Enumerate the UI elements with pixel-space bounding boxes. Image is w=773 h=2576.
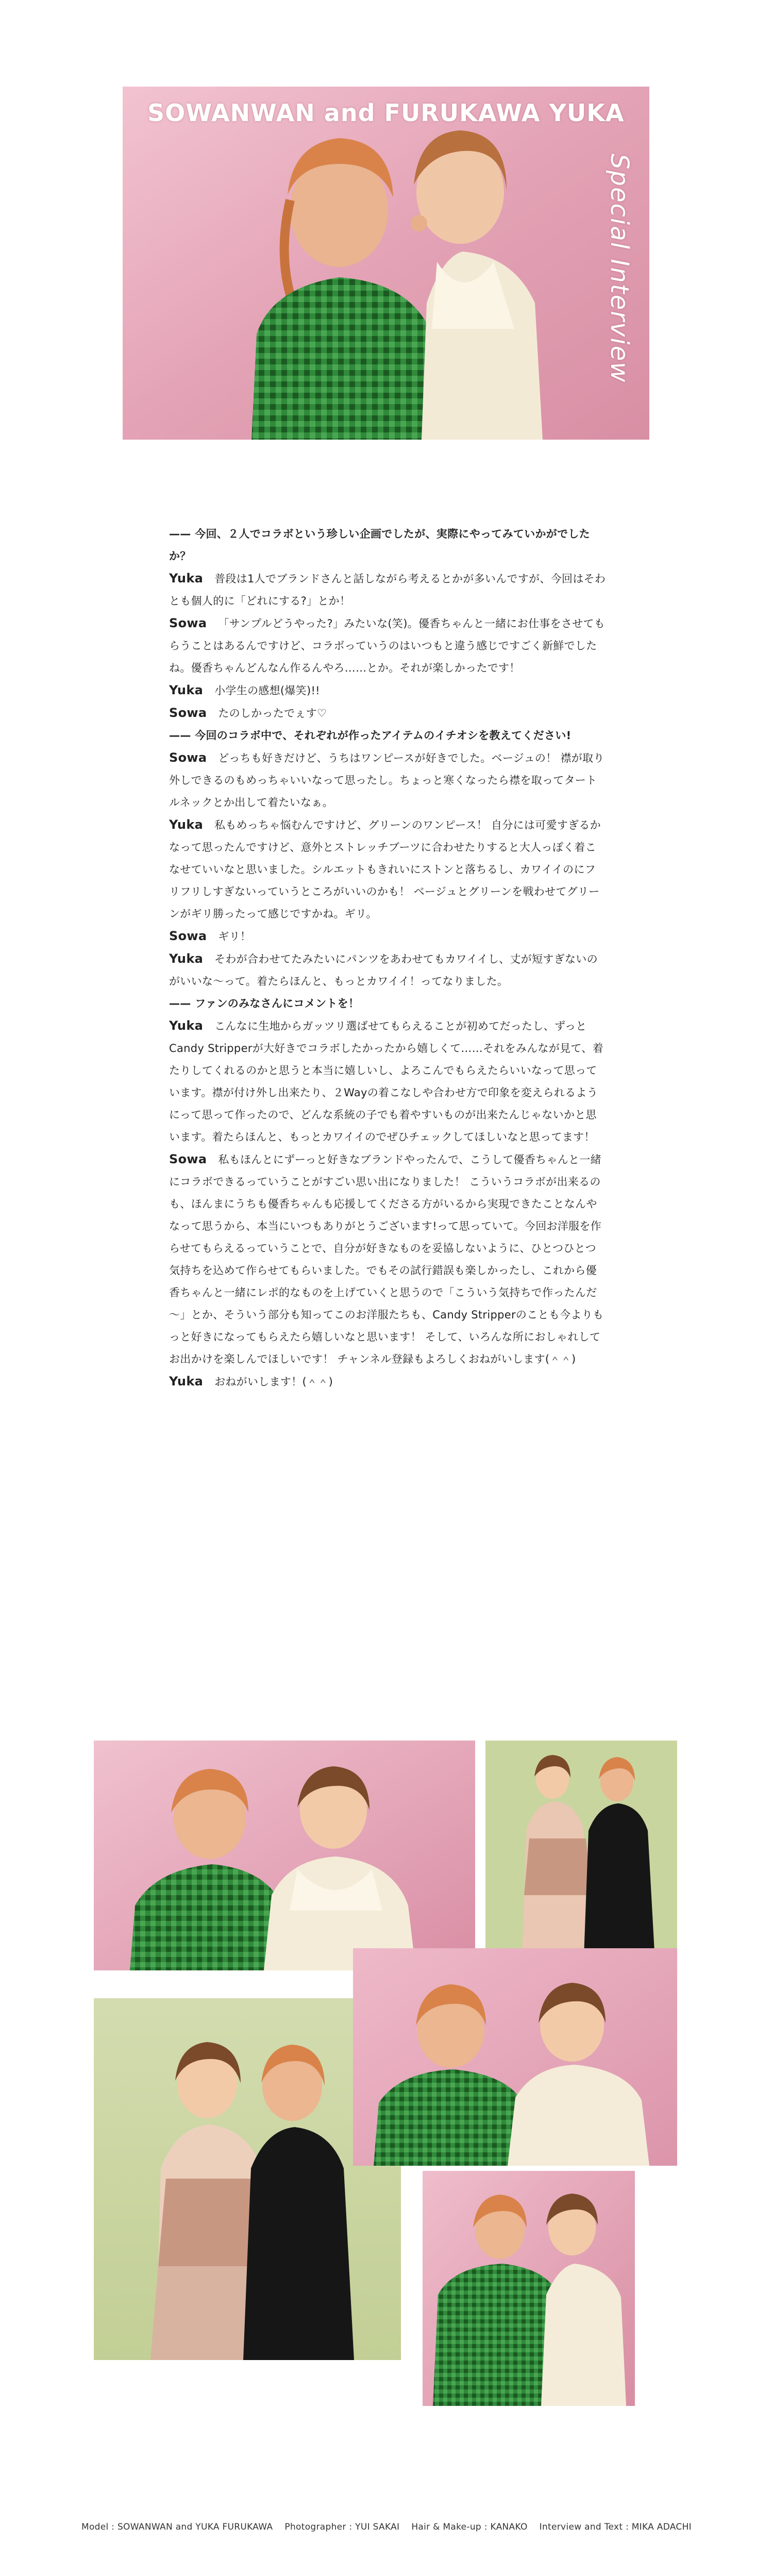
- answer: [169, 747, 606, 814]
- collage-photo-pink-duo: [94, 1741, 475, 1970]
- photo-credits: Model : SOWANWAN and YUKA FURUKAWA Photographer : YUI SAKAI Hair & Make-up : KANAKO Interview and Text : MIKA ADACHI: [81, 2522, 692, 2532]
- answer-text: 「サンプルどうやった?」みたいな(笑)。優香ちゃんと一緒にお仕事をさせてもらうことはあるんですけど、コラボっていうのはいつもと違う感じですごく新鮮でしたね。優香ちゃんどんなん作るんやろ……とか。それが楽しかったです！: [169, 617, 606, 674]
- question: —— 今回、２人でコラボという珍しい企画でしたが、実際にやってみていかがでしたか？: [169, 528, 591, 562]
- collage-photo-green-standing: [485, 1741, 677, 1970]
- hero-subtitle: Special Interview: [605, 154, 634, 383]
- answer-text: 小学生の感想(爆笑)!!: [214, 684, 320, 697]
- speaker-name: Sowa: [169, 1152, 207, 1166]
- photo-illustration: [423, 2171, 635, 2406]
- photo-illustration: [485, 1741, 677, 1970]
- answer: [169, 925, 606, 948]
- answer: [169, 1015, 606, 1148]
- answer-text: 普段は1人でブランドさんと話しながら考えるとかが多いんですが、今回はそわとも個人的に「どれにする?」とか！: [169, 573, 606, 607]
- answer: [169, 948, 606, 993]
- interview-text: [169, 523, 606, 1393]
- collage-photo-pink-close: [423, 2171, 635, 2406]
- hero-photo: [123, 87, 649, 440]
- speaker-name: Yuka: [169, 817, 204, 832]
- speaker-name: Yuka: [169, 1374, 204, 1389]
- answer-text: そわが合わせてたみたいにパンツをあわせてもカワイイし、丈が短すぎないのがいいな～って。着たらほんと、もっとカワイイ！ってなりました。: [169, 953, 598, 988]
- answer-text: どっちも好きだけど、うちはワンピースが好きでした。ベージュの！ 襟が取り外しできるのもめっちゃいいなって思ったし。ちょっと寒くなったら襟を取ってタートルネックとか出して着たいなぁ。: [169, 752, 604, 809]
- answer: [169, 679, 606, 702]
- answer: [169, 567, 606, 612]
- speaker-name: Sowa: [169, 616, 207, 630]
- speaker-name: Sowa: [169, 929, 207, 943]
- question: —— ファンのみなさんにコメントを！: [169, 997, 360, 1010]
- photo-illustration: [353, 1948, 677, 2166]
- answer-text: たのしかったでぇす♡: [218, 707, 327, 720]
- answer-text: おねがいします！(＾＾): [214, 1376, 333, 1388]
- answer-text: ギリ！: [218, 930, 251, 943]
- speaker-name: Yuka: [169, 683, 204, 697]
- photo-illustration: [94, 1741, 475, 1970]
- answer-text: こんなに生地からガッツリ選ばせてもらえることが初めてだったし、ずっとCandy Stripperが大好きでコラボしたかったから嬉しくて……それをみんなが見て、着たりしてくれるのかと思うと本当に嬉しいし、よろこんでもらえたらいいなって思っています。襟が付け外し出来たり、２Wayの着こなしや合わせ方で印象を変えられるようにって思って作ったので、どんな系統の子でも着やすいものが出来たんじゃないかと思います。着たらほんと、もっとカワイイのでぜひチェックしてほしいなと思ってます！: [169, 1020, 603, 1143]
- hero-photo-illustration: [123, 87, 649, 440]
- answer: [169, 612, 606, 679]
- answer: [169, 814, 606, 925]
- answer: [169, 702, 606, 725]
- speaker-name: Sowa: [169, 706, 207, 720]
- question: —— 今回のコラボ中で、それぞれが作ったアイテムのイチオシを教えてください!: [169, 729, 572, 742]
- speaker-name: Yuka: [169, 571, 204, 586]
- speaker-name: Yuka: [169, 951, 204, 966]
- hero-title: SOWANWAN and FURUKAWA YUKA: [147, 99, 625, 127]
- answer-text: 私もめっちゃ悩むんですけど、グリーンのワンピース！ 自分には可愛すぎるかなって思ったんですけど、意外とストレッチブーツに合わせたりすると大人っぽく着こなせていいなと思いました。シルエットもきれいにストンと落ちるし、カワイイのにフリフリしすぎないっていうところがいいのかも！ ベージュとグリーンを戦わせてグリーンがギリ勝ったって感じですかね。ギリ。: [169, 819, 601, 920]
- speaker-name: Yuka: [169, 1018, 204, 1033]
- answer-text: 私もほんとにずーっと好きなブランドやったんで、こうして優香ちゃんと一緒にコラボできるっていうことがすごい思い出になりました！ こういうコラボが出来るのも、ほんまにうちも優香ちゃんも応援してくださる方がいるから実現できたことなんやなって思うから、本当にいつもありがとうございます!って思っていて。今回お洋服を作らせてもらえるっていうことで、自分が好きなものを妥協しないように、ひとつひとつ気持ちを込めて作らせてもらいました。でもその試行錯誤も楽しかったし、これから優香ちゃんと一緒にレポ的なものを上げていくと思うので「こういう気持ちで作ったんだ～」とか、そういう部分も知ってこのお洋服たちも、Candy Stripperのことも今よりもっと好きになってもらえたら嬉しいなと思います！ そして、いろんな所におしゃれしてお出かけを楽しんでほしいです！ チャンネル登録もよろしくおねがいします(＾＾): [169, 1153, 604, 1365]
- speaker-name: Sowa: [169, 750, 207, 765]
- answer: [169, 1148, 606, 1370]
- answer: [169, 1370, 606, 1393]
- collage-photo-pink-smile: [353, 1948, 677, 2166]
